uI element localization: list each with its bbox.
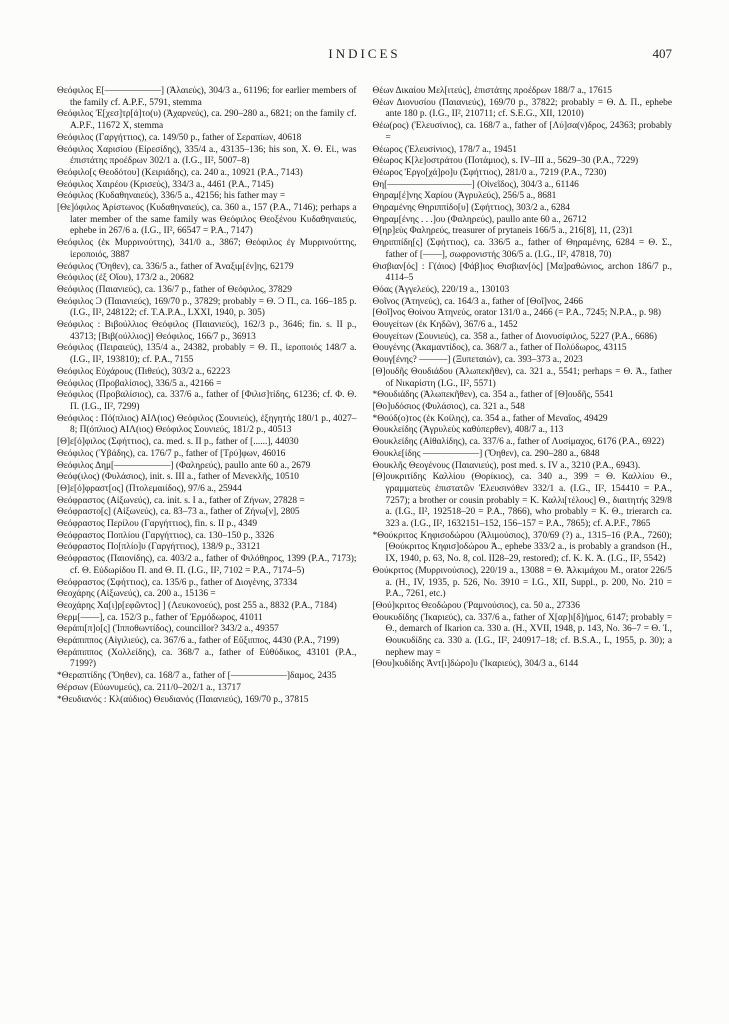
index-entry: Θεόφραστο[ς] (Αἰξωνεύς), ca. 83–73 a., father of Ζήνω[ν], 2805 [57, 507, 300, 518]
index-entry: Θεράπι[π]ο[ς] (Ἱπποθωντίδος), councillor? 343/2 a., 49357 [57, 624, 279, 635]
index-entry: Θουγένης (Ἀκαμαντίδος), ca. 368/7 a., father of Πολύδωρος, 43115 [372, 343, 627, 354]
index-entry: Θοῖνος (Ἀτηνεύς), ca. 164/3 a., father of [Θοῖ]νος, 2466 [372, 296, 583, 307]
index-entry: [Θ]ουκριτίδης Καλλίου (Θορίκιος), ca. 340 a., 399 = Θ. Καλλίου Θ., γραμματεὺς ἐπιστατῶν Ἐλευσινόθεν 332/1 a. (I.G., II², 154410 = P.A., 7257); a brother or cousin probably = Κ. Καλλι[τέλους] Θ., διαιτητής 329/8 a. (I.G., II², 192518–20 = P.A., 7866), who probably = Κ. Θ., trierarch ca. 323 a. (I.G., II², 1632151–152, 156–157 = P.A., 7865); cf. A.P.F., 7865 [372, 472, 672, 530]
index-entry: Θεόφραστος (Αἰξωνεύς), ca. init. s. I a., father of Ζήνων, 27828 = [57, 495, 305, 506]
index-entry: Θουγείτων (Σουνιεύς), ca. 358 a., father of Διονυσίφιλος, 5227 (P.A., 6686) [372, 331, 657, 342]
index-entry: Θέωρος Κ[λε]οστράτου (Ποτάμιος), s. IV–III a., 5629–30 (P.A., 7229) [372, 156, 639, 167]
index-entry: Θεόφιλος (Πειραιεύς), 135/4 a., 24382, probably = Θ. Π., ἱεροποιός 148/7 a. (I.G., II², 193810); cf. P.A., 7155 [57, 343, 357, 366]
index-entry: Θεόφιλος (Προβαλίσιος), 336/5 a., 42166 = [57, 378, 222, 389]
index-entry: Θεόφραστος Πο[πλίο]υ (Γαργήττιος), 138/9 p., 33121 [57, 542, 261, 553]
index-entry: [Θου]κυδίδης Ἀντ[ι]δώρο]υ (Ἰκαριεύς), 304/3 a., 6144 [372, 659, 579, 670]
index-entry: Θεοχάρης (Αἰξωνεύς), ca. 200 a., 15136 = [57, 589, 216, 600]
index-entry: Θεόφιλος (ἐκ Μυρρινούττης), 341/0 a., 3867; Θεόφιλος ἐγ Μυρρινούττης, ἱεροποιός, 3887 [57, 238, 357, 260]
index-entry: Θεόφιλος : Πό(πλιος) ΑΙΛ(ιος) Θεόφιλος (Σουνιεύς), ἐξηγητής 180/1 p., 4027–8; Π(όπλιος) ΑΙΛ(ιος) Θεόφιλος Σουνιεύς, 181/2 p., 40513 [57, 413, 357, 436]
index-entry: Θεόφιλος Δημ[——————] (Φαληρεύς), paullo ante 60 a., 2679 [57, 460, 311, 471]
index-entry: Θέω(ρος) (Ἐλευσίνιος), ca. 168/7 a., father of [Λύ]σα(ν)δρος, 24363; probably = [372, 121, 672, 143]
index-entry: Θουκλείδης (Ἀγρυλεὺς καθύπερθεν), 408/7 a., 113 [372, 425, 564, 436]
index-entry: [Θε]όφιλος Ἀρίστωνος (Κυδαθηναιεύς), ca. 360 a., 157 (P.A., 7146); perhaps a later member of the same family was Θεόφιλος Θεοξένου Κυδαθηναιεύς, ephebe in 267/6 a. (I.G., II², 66547 = P.A., 7147) [57, 203, 357, 237]
index-entry: Θέωρος Ἐργο[χά]ρο]υ (Σφήττιος), 281/0 a., 7219 (P.A., 7230) [372, 167, 607, 178]
index-entry: Θεόφιλος (Προβαλίσιος), ca. 337/6 a., father of [Φιλισ]τίδης, 61236; cf. Φ. Θ. Π. (I.G., II², 7299) [57, 390, 357, 412]
index-column-left [57, 86, 357, 706]
index-entry: *Θεραπτίδης (Ὄηθεν), ca. 168/7 a., father of [——————]δαμος, 2435 [57, 671, 337, 682]
index-entry: Θηριππίδη[ς] (Σφήττιος), ca. 336/5 a., father of Θηραμένης, 6284 = Θ. Σ., father of [——], σωφρονιστής 306/5 a. (I.G., II², 47818, 70) [372, 238, 672, 260]
index-entry: Θεράπιππος (Χολλείδης), ca. 368/7 a., father of Εὐθύδικος, 43101 (P.A., 7199?) [57, 647, 357, 670]
index-entry: Θεόφιλος (ἐξ Οἴου), 173/2 a., 20682 [57, 273, 194, 284]
index-column-right [373, 86, 673, 671]
index-entry: Θέρσων (Εὐωνυμεύς), ca. 211/0–202/1 a., 13717 [57, 682, 241, 693]
index-entry: Θηραμ[έ]νης Χαρίου (Ἀγρυλεύς), 256/5 a., 8681 [372, 191, 557, 202]
index-entry: Θηραμένης Θηριππίδο[υ] (Σφήττιος), 303/2 a., 6284 [372, 203, 570, 214]
index-entry: Θεοχάρης Χα[ι]ρ[εφῶντος] ] (Λευκονοεύς), post 255 a., 8832 (P.A., 7184) [57, 600, 337, 611]
index-entry: Θεόφιλος (Κυδαθηναιεύς), 336/5 a., 42156; his father may = [57, 191, 286, 202]
index-entry: Θούκριτος (Μυρρινούσιος), 220/19 a., 13088 = Θ. Ἀλκιμάχου Μ., orator 226/5 a. (H., IV, 1935, p. 526, No. 3910 = I.G., XII, Suppl., p. 200, No. 210 = P.A., 7261, etc.) [372, 565, 672, 600]
index-entry: [Θοῖ]νος Θοίνου Ἀτηνεύς, orator 131/0 a., 2466 (= P.A., 7245; N.P.A., p. 98) [372, 308, 662, 319]
index-entry: [Θού]κριτος Θεοδώρου (Ῥαμνούσιος), ca. 50 a., 27336 [372, 600, 580, 611]
index-entry: Θεόφιλος Εὐχάρους (Πιθεύς), 303/2 a., 62223 [57, 366, 231, 377]
index-entry: Θεόφ(ιλος) (Φυλάσιος), init. s. III a., father of Μενεκλῆς, 10510 [57, 472, 299, 483]
index-entry: [Θ]ουδῆς Θουδιάδου (Ἀλωπεκῆθεν), ca. 321 a., 5541; perhaps = Θ. Ἀ., father of Νικαρίστη (I.G., II², 5571) [372, 366, 672, 389]
index-entry: Θεόφιλος Ε[——————] (Ἁλαιεύς), 304/3 a., 61196; for earlier members of the family cf. A.P.F., 5791, stemma [57, 86, 357, 108]
index-entry: Θέωρος (Ἐλευσίνιος), 178/7 a., 19451 [372, 144, 517, 155]
index-entry: Θεόφιλος (Ὑβάδης), ca. 176/7 p., father of [Τρύ]φων, 46016 [57, 448, 286, 459]
index-entry: Θεόφιλος (Γαργήττιος), ca. 149/50 p., father of Σεραπίων, 40618 [57, 132, 302, 143]
index-entry: *Θουδιάδης (Ἀλωπεκῆθεν), ca. 354 a., father of [Θ]ουδῆς, 5541 [372, 390, 614, 401]
index-entry: Θουκλείδης (Αἰθαλίδης), ca. 337/6 a., father of Λυσίμαχος, 6176 (P.A., 6922) [372, 437, 665, 448]
index-entry: *Θούκριτος Κηφισοδώρου (Ἁλιμούσιος), 370/69 (?) a., 1315–16 (P.A., 7260); [Θούκριτος Κηφισ]οδώρου Ἁ., ephebe 333/2 a., is probably a grandson (H., IX, 1940, p. 63, No. 8, col. II28–29, restored); cf. Κ. Κ. Ἁ. (I.G., II², 5542) [372, 530, 672, 565]
index-entry: Θόας (Ἀγγελεύς), 220/19 a., 130103 [372, 284, 510, 295]
index-entry: [Θ]ε[ό]φιλος (Σφήττιος), ca. med. s. II p., father of [......], 44030 [57, 437, 299, 448]
index-entry: Θουκλῆς Θεογένους (Παιανιεύς), post med. s. IV a., 3210 (P.A., 6943). [372, 460, 641, 471]
index-entry: Θηραμ[ένης . . .]ου (Φαληρεύς), paullo ante 60 a., 26712 [372, 214, 587, 225]
index-entry: Θη[—————————] (Οἰνεῖδος), 304/3 a., 61146 [372, 179, 579, 190]
index-entry: Θουκλε[ίδης ——————] (Ὄηθεν), ca. 290–280 a., 6848 [372, 448, 600, 459]
page-number: 407 [652, 46, 672, 61]
index-entry: Θεόφιλος Χαρισίου (Εἰρεσίδης), 335/4 a., 43135–136; his son, Χ. Θ. Εἰ., was ἐπιστάτης προέδρων 302/1 a. (I.G., II², 5007–8) [57, 144, 357, 167]
index-entry: Θεόφραστος (Σφήττιος), ca. 135/6 p., father of Διογένης, 37334 [57, 577, 298, 588]
index-entry: [Θ]ε[ό]φραστ[ος] (Πτολεμαιίδος), 97/6 a., 25944 [57, 483, 242, 494]
index-entry: Θεράπιππος (Αἰγιλιεύς), ca. 367/6 a., father of Εὔξιππος, 4430 (P.A., 7199) [57, 636, 340, 647]
index-entry: *Θούδ(ο)τος (ἐκ Κοίλης), ca. 354 a., father of Μεναῖος, 49429 [372, 413, 608, 424]
index-entry: Θουγείτων (ἐκ Κηδῶν), 367/6 a., 1452 [372, 320, 518, 331]
index-entry: Θεόφραστος Ποπλίου (Γαργήττιος), ca. 130–150 p., 3326 [57, 530, 274, 541]
index-entry: Θεόφιλο[ς Θεοδότου] (Κειριάδης), ca. 240 a., 10921 (P.A., 7143) [57, 167, 303, 178]
index-entry: Θεόφιλος Ͻ (Παιανιεύς), 169/70 p., 37829; probably = Θ. Ͻ Π., ca. 166–185 p. (I.G., II², 248122; cf. T.A.P.A., LXXI, 1940, p. 305) [57, 296, 357, 319]
index-entry: *Θευδιανός : Κλ(αύδιος) Θευδιανός (Παιανιεύς), 169/70 p., 37815 [57, 694, 309, 705]
index-entry: [Θο]υδόσιος (Φυλάσιος), ca. 321 a., 548 [372, 401, 525, 412]
page-header [57, 46, 672, 64]
index-entry: Θεόφραστος Περίλου (Γαργήττιος), fin. s. II p., 4349 [57, 519, 258, 530]
index-entry: Θέων Δικαίου Μελ[ιτεύς], ἐπιστάτης προέδρων 188/7 a., 17615 [372, 86, 612, 96]
page-header-title: INDICES [328, 46, 401, 61]
index-entry: Θερμ[——], ca. 152/3 p., father of Ἑρμόδωρος, 41011 [57, 612, 263, 623]
index-entry: Θεόφραστος (Παιονίδης), ca. 403/2 a., father of Φιλόθηρος, 1399 (P.A., 7173); cf. Θ. Εὐδωρίδου Π. and Θ. Π. (I.G., II², 7102 = P.A., 7174–5) [57, 554, 357, 576]
index-entry: Θουκυδίδης (Ἰκαριεύς), ca. 337/6 a., father of Χ[αρ]ι[δ]ήμος, 6147; probably = Θ., demarch of Ikarion ca. 330 a. (H., XVII, 1948, p. 143, No. 36–7 = Θ. Ἰ., Θουκυδίδης ca. 330 a. (I.G., II², 240917–18; cf. B.S.A., L, 1955, p. 30); a nephew may = [372, 612, 672, 658]
index-entry: Θεόφιλος : Βιβούλλιος Θεόφιλος (Παιανιεύς), 162/3 p., 3646; fin. s. II p., 43713; [Βιβ(ούλλιος)] Θεόφιλος, 166/7 p., 36913 [57, 320, 357, 342]
index-entry: Θέων Διονυσίου (Παιανιεύς), 169/70 p., 37822; probably = Θ. Δ. Π., ephebe ante 180 p. (I.G., II², 210711; cf. S.E.G., XII, 12010) [372, 97, 672, 120]
index-entry: Θεόφιλος Χαιρέου (Κρισεύς), 334/3 a., 4461 (P.A., 7145) [57, 179, 274, 190]
index-entry: Θεόφιλος (Παιανιεύς), ca. 136/7 p., father of Θεόφιλος, 37829 [57, 284, 292, 295]
index-entry: Θισβιαν[ός] : Γ(άιος) [Φάβ]ιος Θισβιαν[ός] [Μα]ραθώνιος, archon 186/7 p., 4114–5 [372, 261, 672, 284]
index-entry: Θουγ[ένης? ———] (Ξυπεταιών), ca. 393–373 a., 2023 [372, 355, 583, 366]
index-entry: Θεόφιλος (Ὄηθεν), ca. 336/5 a., father of Ἀναξιμ[έν]ης, 62179 [57, 261, 294, 272]
index-entry: Θ[ηρ]εὺς Φαληρεύς, treasurer of prytaneis 166/5 a., 216[8], 11, (23)1 [372, 226, 634, 237]
index-columns [57, 86, 672, 706]
index-entry: Θεόφιλος Ἐ[χεσ]τρ[ά]το(υ) (Ἀχαρνεύς), ca. 290–280 a., 6821; on the family cf. A.P.F., 11672 X, stemma [57, 109, 357, 132]
